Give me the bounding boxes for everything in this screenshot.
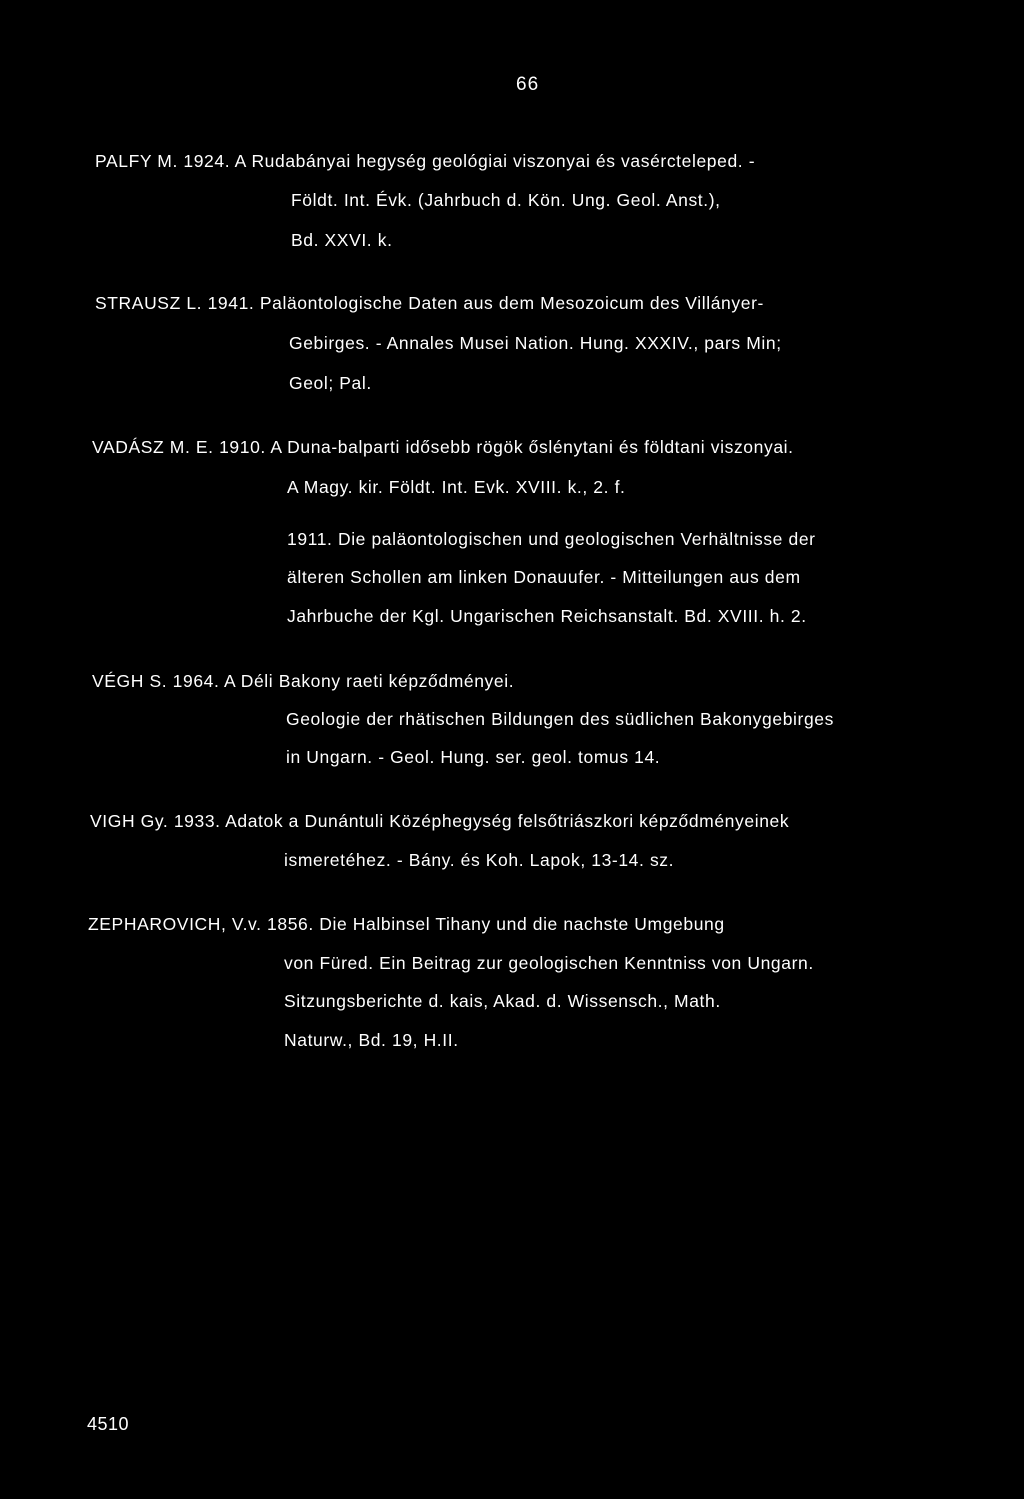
page-number: 66 xyxy=(516,74,540,95)
entry-line: Bd. XXVI. k. xyxy=(291,230,393,250)
entry-line: von Füred. Ein Beitrag zur geologischen Kenntniss von Ungarn. xyxy=(284,953,814,973)
entry-line: Jahrbuche der Kgl. Ungarischen Reichsanstalt. Bd. XVIII. h. 2. xyxy=(287,606,807,626)
entry-line: VIGH Gy. 1933. Adatok a Dunántuli Középhegység felsőtriászkori képződményeinek xyxy=(90,811,790,831)
entry-line: VÉGH S. 1964. A Déli Bakony raeti képződményei. xyxy=(92,671,515,691)
entry-line: Földt. Int. Évk. (Jahrbuch d. Kön. Ung. Geol. Anst.), xyxy=(291,190,721,210)
entry-line: Geologie der rhätischen Bildungen des südlichen Bakonygebirges xyxy=(286,709,834,729)
entry-line: PALFY M. 1924. A Rudabányai hegység geológiai viszonyai és vasércteleped. - xyxy=(95,151,756,171)
entry-line: ZEPHAROVICH, V.v. 1856. Die Halbinsel Tihany und die nachste Umgebung xyxy=(88,914,725,934)
entry-line: ismeretéhez. - Bány. és Koh. Lapok, 13-14. sz. xyxy=(284,850,675,870)
entry-line: Geol; Pal. xyxy=(289,373,372,393)
entry-line: A Magy. kir. Földt. Int. Evk. XVIII. k., 2. f. xyxy=(287,477,626,497)
entry-line: in Ungarn. - Geol. Hung. ser. geol. tomus 14. xyxy=(286,747,661,767)
entry-line: Sitzungsberichte d. kais, Akad. d. Wissensch., Math. xyxy=(284,991,721,1011)
entry-line: STRAUSZ L. 1941. Paläontologische Daten aus dem Mesozoicum des Villányer- xyxy=(95,293,764,313)
entry-line: Gebirges. - Annales Musei Nation. Hung. XXXIV., pars Min; xyxy=(289,333,782,353)
entry-line: 1911. Die paläontologischen und geologischen Verhältnisse der xyxy=(287,529,816,549)
entry-line: Naturw., Bd. 19, H.II. xyxy=(284,1030,459,1050)
footer-page-id: 4510 xyxy=(87,1414,130,1434)
entry-line: VADÁSZ M. E. 1910. A Duna-balparti idősebb rögök őslénytani és földtani viszonyai. xyxy=(92,437,794,457)
entry-line: älteren Schollen am linken Donauufer. - Mitteilungen aus dem xyxy=(287,567,801,587)
